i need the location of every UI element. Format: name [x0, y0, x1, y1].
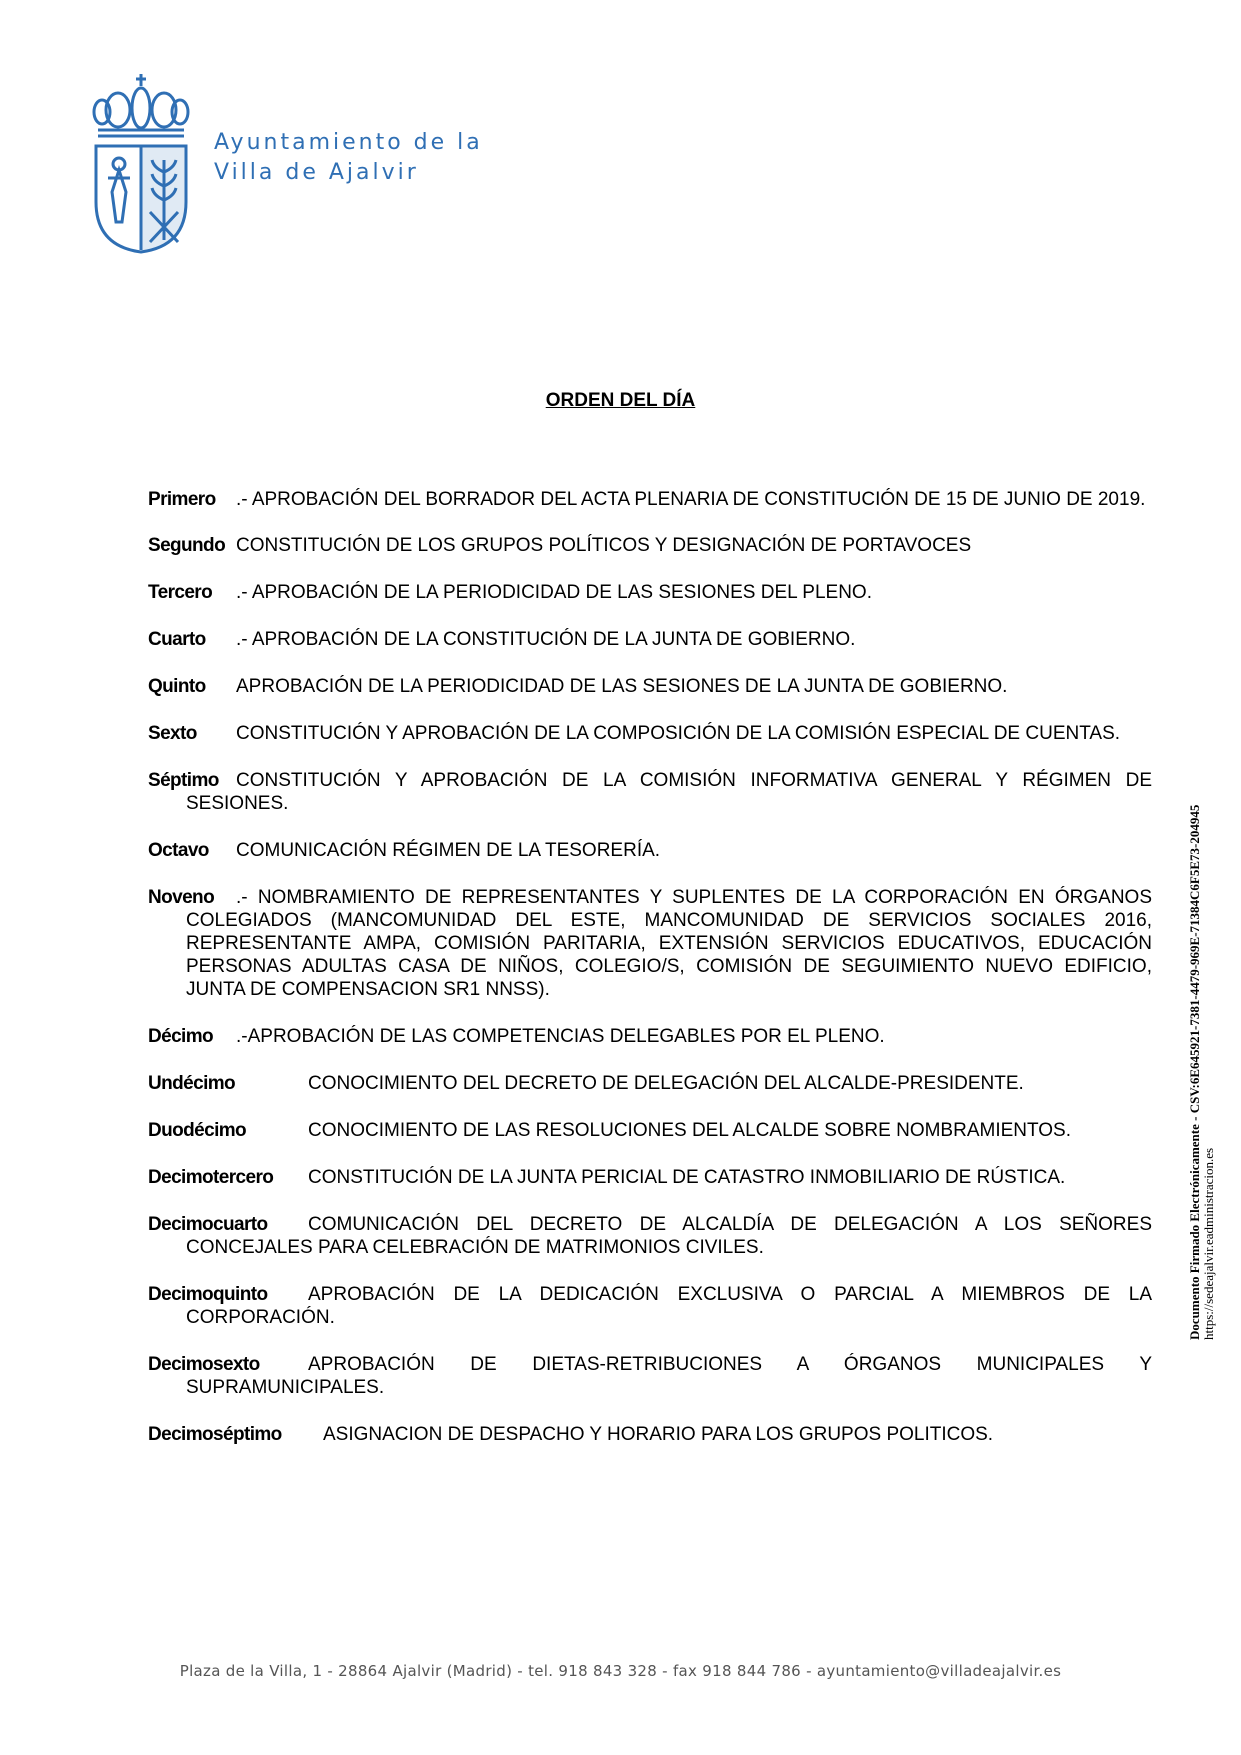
agenda-item	[148, 1166, 1152, 1189]
agenda-item-text: CONSTITUCIÓN Y APROBACIÓN DE LA COMPOSICIÓN DE LA COMISIÓN ESPECIAL DE CUENTAS.	[236, 723, 1121, 744]
agenda-item-text: ASIGNACION DE DESPACHO Y HORARIO PARA LOS GRUPOS POLITICOS.	[323, 1424, 994, 1445]
document-title: ORDEN DEL DÍA	[545, 390, 696, 411]
agenda-item-text: APROBACIÓN DE LA PERIODICIDAD DE LAS SESIONES DE LA JUNTA DE GOBIERNO.	[236, 676, 1008, 697]
agenda-item-label: Undécimo	[148, 1073, 236, 1094]
agenda-item	[148, 1353, 1152, 1399]
agenda-item-text: CONSTITUCIÓN Y APROBACIÓN DE LA COMISIÓN INFORMATIVA GENERAL Y RÉGIMEN DE SESIONES.	[186, 770, 1152, 814]
agenda-item-label: Séptimo	[148, 770, 219, 791]
agenda-item	[148, 581, 1152, 604]
agenda-item-text: COMUNICACIÓN DEL DECRETO DE ALCALDÍA DE DELEGACIÓN A LOS SEÑORES CONCEJALES PARA CELEBRACIÓN DE MATRIMONIOS CIVILES.	[186, 1214, 1152, 1258]
agenda-item-label: Cuarto	[148, 629, 206, 650]
agenda-item	[148, 769, 1152, 815]
signature-csv-text: Documento Firmado Electrónicamente - CSV:6E645921-7381-4479-969E-71384C6F5E73-204945	[1187, 804, 1202, 1340]
org-name-line-2: Villa de Ajalvir	[214, 160, 419, 185]
footer-contact: Plaza de la Villa, 1 - 28864 Ajalvir (Madrid) - tel. 918 843 328 - fax 918 844 786 - ayuntamiento@villadeajalvir.es	[179, 1662, 1062, 1680]
agenda-item-text: .-APROBACIÓN DE LAS COMPETENCIAS DELEGABLES POR EL PLENO.	[236, 1026, 885, 1047]
agenda-item	[148, 1072, 1152, 1095]
agenda-item-text: .- APROBACIÓN DE LA PERIODICIDAD DE LAS SESIONES DEL PLENO.	[236, 582, 872, 603]
agenda-item-text: CONOCIMIENTO DE LAS RESOLUCIONES DEL ALCALDE SOBRE NOMBRAMIENTOS.	[308, 1120, 1071, 1141]
agenda-item-text: .- APROBACIÓN DE LA CONSTITUCIÓN DE LA JUNTA DE GOBIERNO.	[236, 629, 856, 650]
agenda-item-text: CONSTITUCIÓN DE LA JUNTA PERICIAL DE CATASTRO INMOBILIARIO DE RÚSTICA.	[308, 1167, 1066, 1188]
agenda-item-label: Décimo	[148, 1026, 214, 1047]
agenda-item-label: Segundo	[148, 535, 226, 556]
agenda-item-label: Duodécimo	[148, 1120, 247, 1141]
agenda-item	[148, 886, 1152, 1001]
agenda-item	[148, 534, 1152, 557]
agenda-item-label: Octavo	[148, 840, 209, 861]
agenda-item-label: Primero	[148, 489, 216, 510]
agenda-item	[148, 1025, 1152, 1048]
agenda-item-text: APROBACIÓN DE LA DEDICACIÓN EXCLUSIVA O PARCIAL A MIEMBROS DE LA CORPORACIÓN.	[186, 1284, 1152, 1328]
agenda-item	[148, 839, 1152, 862]
organization-name	[214, 128, 483, 188]
agenda-item-label: Decimotercero	[148, 1167, 274, 1188]
agenda-item-text: APROBACIÓN DE DIETAS-RETRIBUCIONES A ÓRGANOS MUNICIPALES Y SUPRAMUNICIPALES.	[186, 1354, 1152, 1398]
agenda-item-label: Decimoséptimo	[148, 1424, 282, 1445]
agenda-item	[148, 1283, 1152, 1329]
agenda-item	[148, 628, 1152, 651]
agenda-item-label: Sexto	[148, 723, 197, 744]
agenda-item-label: Tercero	[148, 582, 213, 603]
agenda-item-text: CONOCIMIENTO DEL DECRETO DE DELEGACIÓN DEL ALCALDE-PRESIDENTE.	[308, 1073, 1024, 1094]
agenda-item-text: COMUNICACIÓN RÉGIMEN DE LA TESORERÍA.	[236, 840, 661, 861]
agenda-item	[148, 1423, 1152, 1446]
agenda-item	[148, 488, 1152, 511]
agenda-item-text: CONSTITUCIÓN DE LOS GRUPOS POLÍTICOS Y DESIGNACIÓN DE PORTAVOCES	[236, 535, 972, 556]
agenda-item-label: Decimoquinto	[148, 1284, 268, 1305]
agenda-item	[148, 1119, 1152, 1142]
agenda-item	[148, 722, 1152, 745]
agenda-item-label: Decimocuarto	[148, 1214, 268, 1235]
agenda-item	[148, 675, 1152, 698]
coat-of-arms-icon	[92, 72, 190, 254]
agenda-item-text: .- APROBACIÓN DEL BORRADOR DEL ACTA PLENARIA DE CONSTITUCIÓN DE 15 DE JUNIO DE 2019.	[236, 489, 1146, 510]
agenda-item-label: Quinto	[148, 676, 206, 697]
agenda-item-text: .- NOMBRAMIENTO DE REPRESENTANTES Y SUPLENTES DE LA CORPORACIÓN EN ÓRGANOS COLEGIADOS (MANCOMUNIDAD DEL ESTE, MANCOMUNIDAD DE SERVICIOS SOCIALES 2016, REPRESENTANTE AMPA, COMISIÓN PARITARIA, EXTENSIÓN SERVICIOS EDUCATIVOS, EDUCACIÓN PERSONAS ADULTAS CASA DE NIÑOS, COLEGIO/S, COMISIÓN DE SEGUIMIENTO NUEVO EDIFICIO, JUNTA DE COMPENSACION SR1 NNSS).	[186, 887, 1152, 1000]
org-name-line-1: Ayuntamiento de la	[214, 130, 483, 155]
agenda-list	[148, 488, 1152, 1446]
agenda-item-label: Noveno	[148, 887, 215, 908]
agenda-item	[148, 1213, 1152, 1259]
signature-url-text[interactable]: https://sedeajalvir.eadministracion.es	[1201, 1147, 1216, 1340]
agenda-item-label: Decimosexto	[148, 1354, 260, 1375]
